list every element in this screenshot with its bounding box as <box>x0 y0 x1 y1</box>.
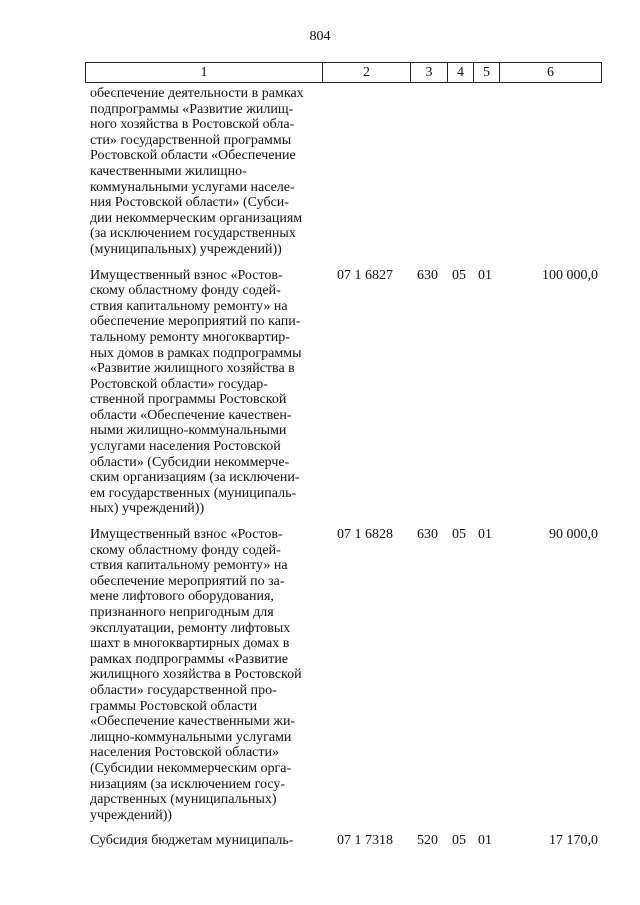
row-description: Субсидия бюджетам муниципаль- <box>90 833 294 849</box>
row-amount <box>498 86 600 258</box>
row-code: 07 1 7318 <box>337 833 393 849</box>
budget-row <box>85 268 600 518</box>
row-subsection <box>472 86 498 258</box>
row-code: 07 1 6827 <box>337 267 393 283</box>
budget-rows <box>85 86 600 859</box>
column-header-description: 1 <box>86 63 323 83</box>
row-subsection: 01 <box>478 527 492 543</box>
page-number: 804 <box>309 29 331 44</box>
row-code: 07 1 6828 <box>337 527 393 543</box>
row-type: 630 <box>417 267 438 283</box>
row-amount: 100 000,0 <box>542 267 598 283</box>
budget-row <box>85 527 600 823</box>
row-amount: 90 000,0 <box>549 527 598 543</box>
budget-row <box>85 833 600 849</box>
column-header-subsection: 5 <box>474 63 500 83</box>
column-header-type: 3 <box>411 63 448 83</box>
row-description: Имущественный взнос «Ростов- скому областному фонду содей- ствия капитальному ремонту» на обеспечение мероприятий по за- мене лифтового оборудования, признанного непригодным для эксплуатации, ремонту лифтовых шахт в многоквартирных домах в рамках подпрограммы «Развитие жилищного хозяйства в Ростовской области» государственной про- граммы Ростовской области «Обеспечение качественными жи- лищно-коммунальными услугами населения Ростовской области» (Субсидии некоммерческим орга- низациям (за исключением госу- дарственных (муниципальных) учреждений)) <box>90 527 302 823</box>
row-description: обеспечение деятельности в рамках подпрограммы «Развитие жилищ- ного хозяйства в Ростовской обла- сти» государственной программы Ростовской области «Обеспечение качественными жилищно- коммунальными услугами населе- ния Ростовской области» (Субси- дии некоммерческим организациям (за исключением государственных (муниципальных) учреждений)) <box>90 86 304 257</box>
row-code <box>321 86 409 258</box>
row-section: 05 <box>452 833 466 849</box>
column-header-amount: 6 <box>500 63 602 83</box>
row-type: 520 <box>417 833 438 849</box>
row-section: 05 <box>452 267 466 283</box>
column-header-section: 4 <box>448 63 474 83</box>
row-section <box>446 86 472 258</box>
column-header-row <box>86 63 602 83</box>
row-subsection: 01 <box>478 267 492 283</box>
row-description: Имущественный взнос «Ростов- скому областному фонду содей- ствия капитальному ремонту» на обеспечение мероприятий по капи- тальному ремонту многоквартир- ных домов в рамках подпрограммы «Развитие жилищного хозяйства в Ростовской области» государ- ственной программы Ростовской области «Обеспечение качествен- ными жилищно-коммунальными услугами населения Ростовской области» (Субсидии некоммерче- ским организациям (за исключени- ем государственных (муниципаль- ных) учреждений)) <box>90 267 302 517</box>
column-header-table <box>85 62 602 83</box>
row-section: 05 <box>452 527 466 543</box>
column-header-code: 2 <box>323 63 411 83</box>
row-subsection: 01 <box>478 833 492 849</box>
budget-row <box>85 86 600 258</box>
row-type <box>409 86 446 258</box>
row-amount: 17 170,0 <box>549 833 598 849</box>
row-type: 630 <box>417 527 438 543</box>
